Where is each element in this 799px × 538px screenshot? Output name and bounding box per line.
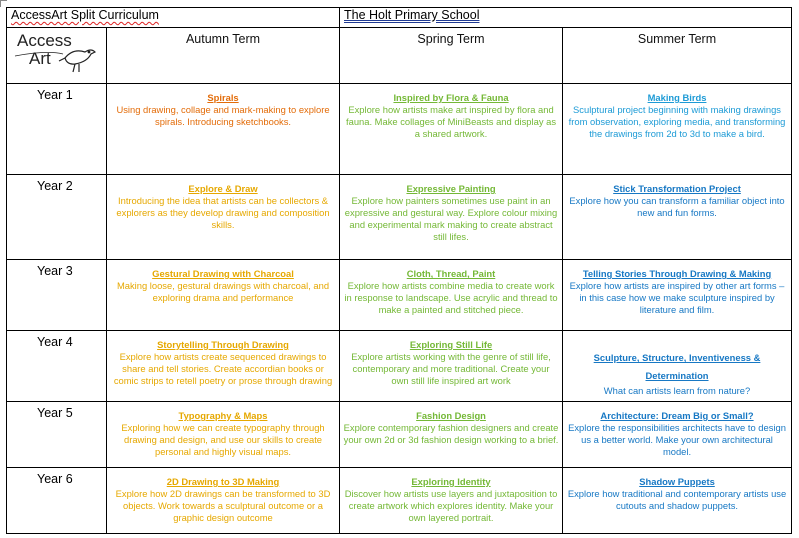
term-header-summer: Summer Term <box>563 28 792 84</box>
summer-cell <box>563 84 792 175</box>
unit-description: Explore the responsibilities architects have to design us a better world. Make your own architectural model. <box>568 422 786 457</box>
spring-cell <box>340 260 563 331</box>
unit-title: Explore & Draw <box>188 183 258 194</box>
autumn-cell <box>107 402 340 468</box>
spring-cell <box>340 84 563 175</box>
year-row <box>7 402 792 468</box>
spring-cell <box>340 468 563 534</box>
unit-title: Stick Transformation Project <box>613 183 741 194</box>
summer-cell <box>563 468 792 534</box>
doc-title: AccessArt Split Curriculum <box>11 8 159 22</box>
spring-cell <box>340 402 563 468</box>
doc-title-cell <box>7 8 340 28</box>
unit-title: Sculpture, Structure, Inventiveness & Determination <box>593 352 761 381</box>
unit-description: Explore how artists create sequenced drawings to share and tell stories. Create accordian books or comic strips to retell poetry or prose through drawing <box>113 351 333 386</box>
unit-description: Explore how artists make art inspired by flora and fauna. Make collages of MiniBeasts and display as a shared artwork. <box>346 104 557 139</box>
unit-description: Discover how artists use layers and juxtaposition to create artwork which explores identity. Make your own layered portrait. <box>344 488 558 523</box>
year-label: Year 4 <box>7 331 107 402</box>
unit-description: Introducing the idea that artists can be collectors & explorers as they develop drawing and composition skills. <box>116 195 330 230</box>
year-row <box>7 175 792 260</box>
year-label: Year 2 <box>7 175 107 260</box>
unit-description: Explore how traditional and contemporary artists use cutouts and shadow puppets. <box>567 488 787 511</box>
unit-description: Explore how 2D drawings can be transformed to 3D objects. Work towards a sculptural outcome or a graphic design outcome <box>115 488 331 523</box>
unit-title: Exploring Identity <box>411 476 491 487</box>
year-label: Year 1 <box>7 84 107 175</box>
unit-title: Exploring Still Life <box>409 339 493 350</box>
title-row <box>7 8 792 28</box>
spring-cell <box>340 175 563 260</box>
unit-title: 2D Drawing to 3D Making <box>166 476 280 487</box>
curriculum-table <box>6 7 792 534</box>
autumn-cell <box>107 331 340 402</box>
year-row <box>7 84 792 175</box>
summer-cell <box>563 331 792 402</box>
unit-description: What can artists learn from nature? <box>603 385 751 396</box>
unit-title: Gestural Drawing with Charcoal <box>152 268 294 279</box>
year-row <box>7 468 792 534</box>
spring-cell <box>340 331 563 402</box>
unit-title: Spirals <box>207 92 239 103</box>
unit-title: Typography & Maps <box>178 410 268 421</box>
unit-title: Expressive Painting <box>406 183 496 194</box>
unit-description: Using drawing, collage and mark-making to explore spirals. Introducing sketchbooks. <box>116 104 330 127</box>
unit-title: Making Birds <box>647 92 707 103</box>
unit-description: Explore how artists combine media to create work in response to landscape. Use acrylic and thread to make a painted and stitched piece. <box>344 280 558 315</box>
unit-description: Sculptural project beginning with making drawings from observation, exploring media, and transforming the drawings from 2d to 3d to make a bird. <box>568 104 786 139</box>
summer-cell <box>563 260 792 331</box>
unit-description: Making loose, gestural drawings with charcoal, and exploring drama and performance <box>116 280 330 303</box>
unit-title: Architecture: Dream Big or Small? <box>600 410 754 421</box>
autumn-cell <box>107 84 340 175</box>
unit-description: Explore how painters sometimes use paint in an expressive and gestural way. Explore colour mixing and experimental mark making to create abstract still lifes. <box>344 195 558 242</box>
unit-title: Inspired by Flora & Fauna <box>393 92 509 103</box>
page-corner-mark <box>0 0 7 7</box>
autumn-cell <box>107 468 340 534</box>
autumn-cell <box>107 175 340 260</box>
unit-description: Explore how you can transform a familiar object into new and fun forms. <box>569 195 785 218</box>
unit-description: Explore artists working with the genre of still life, contemporary and more traditional. Create your own still life inspired art work <box>351 351 551 386</box>
logo-cell <box>7 28 107 84</box>
unit-description: Explore how artists are inspired by other art forms – in this case how we make sculpture inspired by literature and film. <box>569 280 785 315</box>
summer-cell <box>563 175 792 260</box>
summer-cell <box>563 402 792 468</box>
school-name-cell <box>340 8 792 28</box>
unit-title: Telling Stories Through Drawing & Making <box>582 268 772 279</box>
unit-description: Exploring how we can create typography through drawing and design, and use our skills to create personal and highly visual maps. <box>121 422 325 457</box>
unit-description: Explore contemporary fashion designers and create your own 2d or 3d fashion design working to a brief. <box>343 422 559 445</box>
term-header-row <box>7 28 792 84</box>
unit-title: Cloth, Thread, Paint <box>406 268 496 279</box>
logo-text-art: Art <box>29 49 51 68</box>
term-header-spring: Spring Term <box>340 28 563 84</box>
autumn-cell <box>107 260 340 331</box>
year-row <box>7 260 792 331</box>
logo-text-access: Access <box>17 31 72 50</box>
accessart-logo <box>7 28 105 78</box>
year-label: Year 3 <box>7 260 107 331</box>
school-name: The Holt Primary School <box>344 8 480 22</box>
bird-icon <box>59 50 95 72</box>
unit-title: Fashion Design <box>416 410 486 421</box>
year-label: Year 6 <box>7 468 107 534</box>
unit-title: Storytelling Through Drawing <box>157 339 289 350</box>
year-label: Year 5 <box>7 402 107 468</box>
year-row <box>7 331 792 402</box>
unit-title: Shadow Puppets <box>639 476 715 487</box>
term-header-autumn: Autumn Term <box>107 28 340 84</box>
